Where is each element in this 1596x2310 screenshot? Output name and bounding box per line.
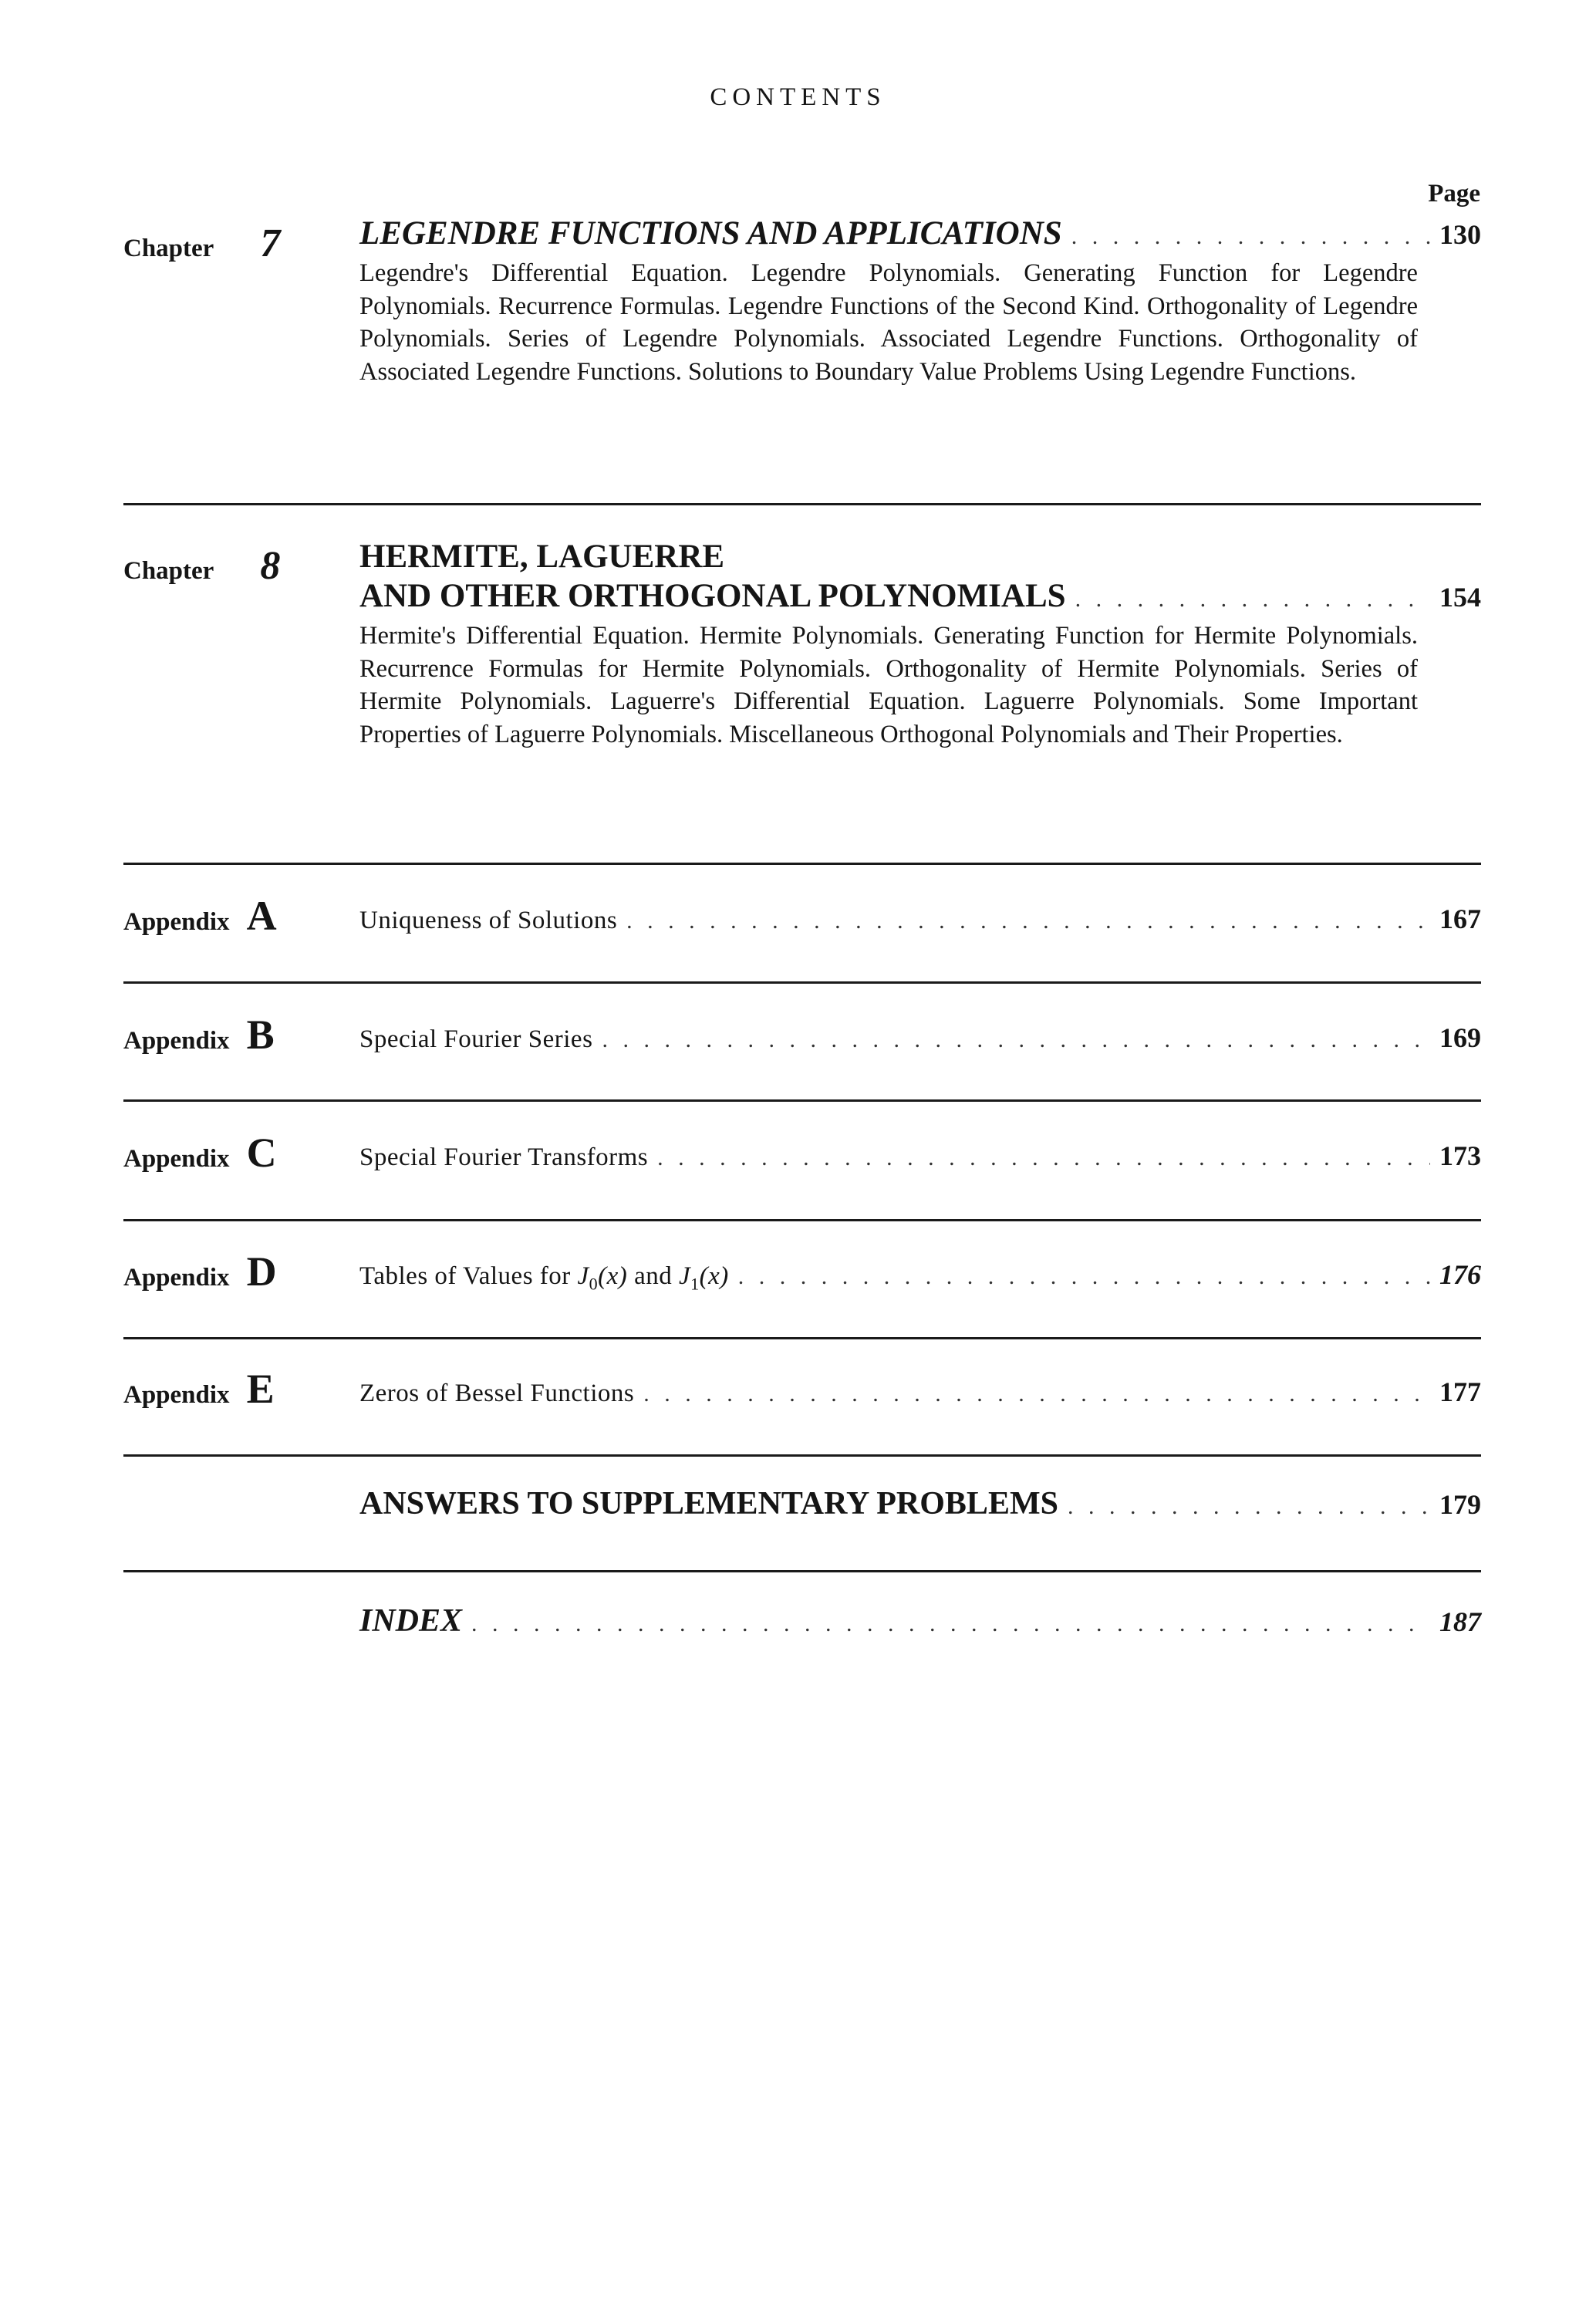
- appendix-title-text: Tables of Values for: [359, 1262, 571, 1290]
- divider: [123, 863, 1481, 865]
- appendix-word: Appendix: [123, 1145, 230, 1173]
- page-number[interactable]: 187: [1439, 1606, 1481, 1637]
- divider: [123, 1337, 1481, 1339]
- chapter-title[interactable]: LEGENDRE FUNCTIONS AND APPLICATIONS: [359, 215, 1062, 252]
- chapter-title-line-1[interactable]: HERMITE, LAGUERRE: [359, 539, 725, 575]
- dot-leader: [1068, 1494, 1430, 1520]
- divider: [123, 1099, 1481, 1102]
- appendix-title[interactable]: [359, 1262, 729, 1295]
- chapter-description: Hermite's Differential Equation. Hermite Polynomials. Generating Function for Hermite Polynomials. Recurrence Formulas for Hermite Polynomials. Orthogonality of Hermite Polynomials. Series of Hermite Polynomials. Laguerre's Differential Equation. Laguerre Polynomials. Some Important Properties of Laguerre Polynomials. Miscellaneous Orthogonal Polynomials and Their Properties.: [359, 622, 1418, 748]
- appendix-letter: D: [246, 1248, 277, 1295]
- divider: [123, 1219, 1481, 1221]
- chapter-number: 7: [260, 221, 281, 265]
- fn-subscript: 1: [690, 1274, 700, 1294]
- page-number[interactable]: 177: [1439, 1376, 1481, 1407]
- page-number[interactable]: 173: [1439, 1140, 1481, 1171]
- page-number[interactable]: 130: [1439, 219, 1481, 250]
- divider: [123, 503, 1481, 505]
- appendix-label-d: [123, 1248, 277, 1295]
- chapter-label-7: [123, 221, 280, 266]
- page-number[interactable]: 167: [1439, 903, 1481, 934]
- chapter-label-8: [123, 543, 280, 589]
- chapter-title-row[interactable]: [359, 214, 1481, 252]
- appendix-letter: A: [246, 893, 277, 939]
- page-header: CONTENTS: [710, 83, 886, 111]
- appendix-letter: C: [246, 1130, 277, 1176]
- dot-leader: [1075, 586, 1430, 613]
- appendix-row: [359, 1376, 1481, 1408]
- appendix-row: [359, 1022, 1481, 1054]
- chapter-word: Chapter: [123, 235, 214, 262]
- fn-argument: (x): [598, 1262, 628, 1290]
- fn-symbol: J: [678, 1262, 691, 1290]
- dot-leader: [1071, 224, 1430, 250]
- answers-title[interactable]: ANSWERS TO SUPPLEMENTARY PROBLEMS: [359, 1486, 1058, 1521]
- appendix-word: Appendix: [123, 1264, 230, 1292]
- chapter-title-line-2[interactable]: AND OTHER ORTHOGONAL POLYNOMIALS: [359, 578, 1066, 614]
- dot-leader: [471, 1611, 1430, 1637]
- appendix-word: Appendix: [123, 908, 230, 936]
- appendix-label-b: [123, 1011, 275, 1059]
- divider: [123, 1454, 1481, 1457]
- dot-leader: [602, 1027, 1430, 1053]
- page-number[interactable]: 169: [1439, 1022, 1481, 1053]
- dot-leader: [738, 1264, 1430, 1290]
- appendix-row: [359, 1258, 1481, 1295]
- dot-leader: [643, 1381, 1430, 1407]
- appendix-title[interactable]: Uniqueness of Solutions: [359, 907, 618, 934]
- appendix-word: Appendix: [123, 1027, 230, 1055]
- divider: [123, 1570, 1481, 1572]
- bessel-j0: [577, 1262, 628, 1294]
- dot-leader: [626, 908, 1430, 934]
- appendix-label-c: [123, 1129, 277, 1177]
- fn-symbol: J: [577, 1262, 589, 1290]
- appendix-label-a: [123, 892, 277, 940]
- bessel-j1: [678, 1262, 729, 1294]
- page-column-label: Page: [1428, 180, 1480, 208]
- page-number[interactable]: 176: [1439, 1259, 1481, 1290]
- appendix-label-e: [123, 1365, 275, 1413]
- appendix-word: Appendix: [123, 1381, 230, 1409]
- appendix-letter: E: [246, 1366, 275, 1412]
- appendix-row: [359, 1140, 1481, 1172]
- appendix-title[interactable]: Special Fourier Series: [359, 1025, 593, 1053]
- divider: [123, 981, 1481, 984]
- chapter-description: Legendre's Differential Equation. Legendre Polynomials. Generating Function for Legendre Polynomials. Recurrence Formulas. Legendre Functions of the Second Kind. Orthogonality of Legendre Polynomials. Series of Legendre Polynomials. Associated Legendre Functions. Orthogonality of Associated Legendre Functions. Solutions to Boundary Value Problems Using Legendre Functions.: [359, 259, 1418, 386]
- dot-leader: [657, 1145, 1430, 1171]
- appendix-title[interactable]: Zeros of Bessel Functions: [359, 1380, 635, 1407]
- appendix-letter: B: [246, 1011, 275, 1058]
- appendix-title[interactable]: Special Fourier Transforms: [359, 1143, 649, 1171]
- answers-row: [359, 1485, 1481, 1522]
- index-title[interactable]: INDEX: [359, 1603, 463, 1639]
- chapter-number: 8: [260, 544, 281, 588]
- index-row: [359, 1602, 1481, 1640]
- fn-subscript: 0: [589, 1274, 599, 1294]
- fn-argument: (x): [699, 1262, 729, 1290]
- page-number[interactable]: 179: [1439, 1489, 1481, 1520]
- conjunction: and: [634, 1262, 673, 1290]
- page-number[interactable]: 154: [1439, 582, 1481, 613]
- chapter-title-row[interactable]: [359, 577, 1481, 615]
- appendix-row: [359, 903, 1481, 935]
- chapter-word: Chapter: [123, 557, 214, 585]
